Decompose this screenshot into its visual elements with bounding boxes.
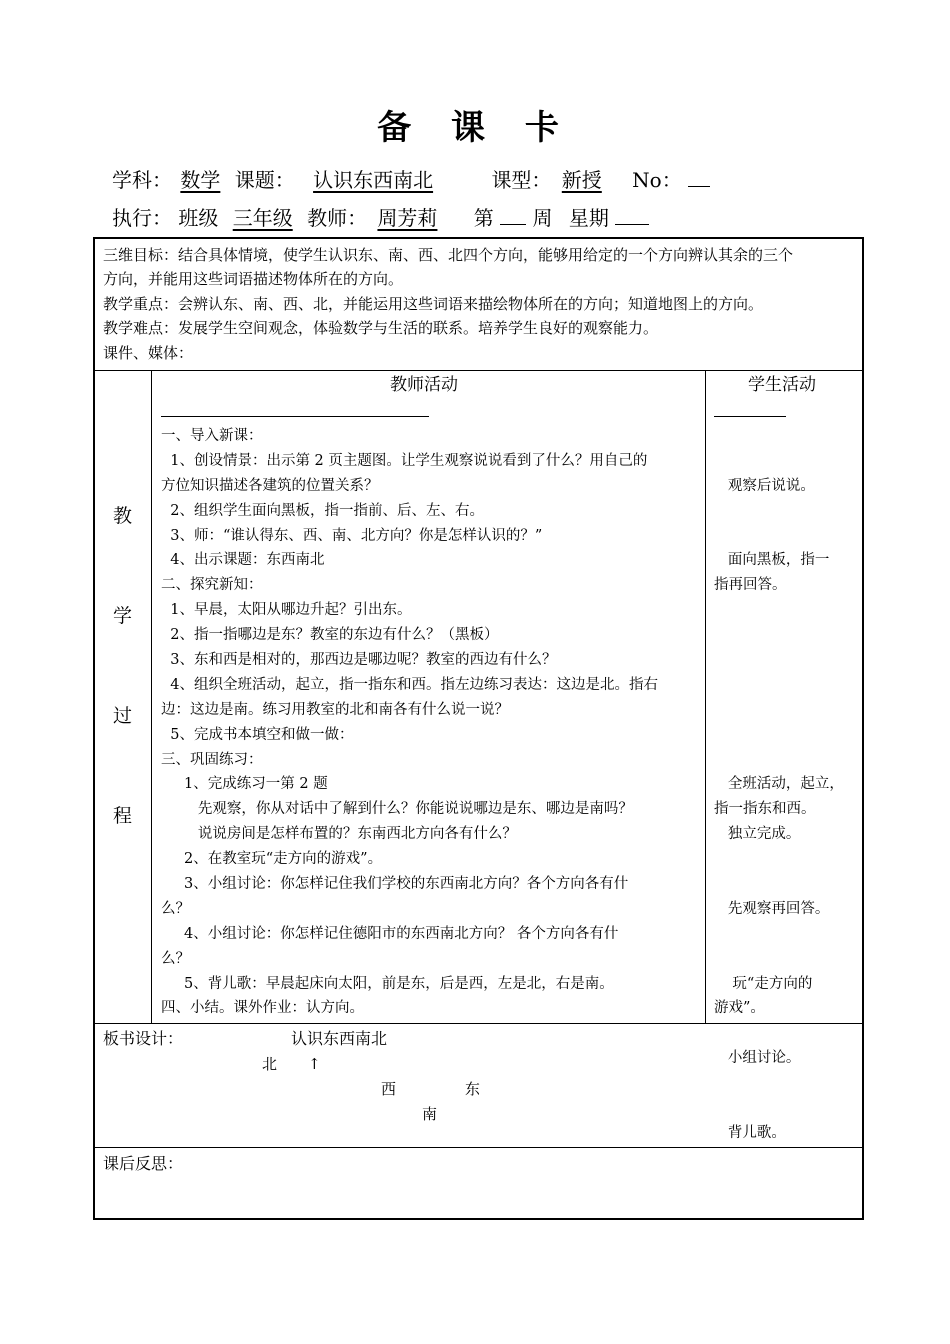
no-blank	[688, 168, 710, 187]
class-value: 三年级	[232, 206, 293, 230]
student-activity-line: 游戏”。	[714, 1000, 765, 1017]
teacher-activity-line: 3、东和西是相对的，那西边是哪边呢？教室的西边有什么？	[161, 652, 557, 669]
student-activity-line: 背儿歌。	[714, 1124, 786, 1141]
side-label-3: 过	[113, 705, 133, 727]
teacher-activity-line: 么？	[161, 900, 190, 917]
student-activity-line	[714, 1021, 860, 1046]
student-activity-line	[714, 1071, 860, 1096]
student-activity-line: 小组讨论。	[714, 1050, 801, 1067]
media-label: 课件、媒体：	[103, 344, 194, 362]
teacher-header-rule	[161, 416, 429, 417]
student-activity-line	[714, 847, 860, 872]
subject-label: 学科：	[112, 168, 172, 192]
student-activity-line: 观察后说说。	[714, 477, 815, 494]
class-label: 班级	[178, 206, 219, 230]
student-activity-line: 全班活动，起立，	[714, 776, 844, 793]
lesson-type-label: 课型：	[491, 168, 552, 192]
topic-label: 课题：	[234, 168, 295, 192]
topic-value: 认识东西南北	[313, 168, 434, 192]
board-north: 北	[262, 1055, 278, 1073]
student-activity-line	[714, 449, 860, 474]
objectives-line-2: 方向，并能用这些词语描述物体所在的方向。	[103, 270, 404, 288]
student-activity-line	[714, 623, 860, 648]
student-activity-line	[714, 524, 860, 549]
board-arrow: ↑	[308, 1055, 321, 1073]
teacher-activity-line: 4、组织全班活动，起立，指一指东和西。指左边练习表达：这边是北。指右	[161, 676, 658, 693]
student-activity-line	[714, 748, 860, 773]
teacher-value: 周芳莉	[377, 206, 438, 230]
teacher-activity	[161, 424, 701, 1021]
student-activity-line: 指再回答。	[714, 577, 787, 594]
teacher-activity-line: 2、指一指哪边是东？教室的东边有什么？（黑板）	[161, 627, 499, 644]
page-title: 备 课 卡	[377, 108, 573, 148]
student-activity-line	[714, 947, 860, 972]
teacher-activity-line: 二、探究新知：	[161, 577, 263, 594]
teacher-activity-line: 5、完成书本填空和做一做：	[161, 726, 354, 743]
key-points: 教学重点：会辨认东、南、西、北，并能运用这些词语来描绘物体所在的方向；知道地图上的方向。	[103, 295, 764, 313]
student-activity-line	[714, 499, 860, 524]
divider-reflection	[94, 1147, 863, 1148]
teacher-activity-line: 1、创设情景：出示第 2 页主题图。让学生观察说说看到了什么？用自己的	[161, 452, 648, 469]
teacher-header: 教师活动	[390, 375, 458, 395]
week-label-1: 第	[473, 206, 494, 230]
student-activity-line: 先观察再回答。	[714, 900, 830, 917]
week-blank	[500, 206, 526, 225]
teacher-activity-line: 1、完成练习一第 2 题	[161, 776, 328, 793]
student-header-rule	[714, 416, 786, 417]
header-line-2	[112, 202, 649, 231]
teacher-activity-line: 4、出示课题：东西南北	[161, 552, 325, 569]
teacher-activity-line: 3、师：“谁认得东、西、南、北方向？你是怎样认识的？”	[161, 527, 543, 544]
difficulties: 教学难点：发展学生空间观念，体验数学与生活的联系。培养学生良好的观察能力。	[103, 319, 659, 337]
student-activity-line	[714, 698, 860, 723]
student-activity-line: 面向黑板，指一	[714, 552, 830, 569]
teacher-activity-line: 三、巩固练习：	[161, 751, 263, 768]
teacher-activity-line: 5、背儿歌：早晨起床向太阳，前是东，后是西，左是北，右是南。	[161, 975, 614, 992]
teacher-activity-line: 么？	[161, 950, 190, 967]
side-label-2: 学	[113, 605, 133, 627]
student-header: 学生活动	[748, 375, 816, 395]
divider-student	[705, 370, 706, 1023]
header-line-1	[112, 164, 710, 193]
teacher-label: 教师：	[307, 206, 368, 230]
student-activity-line	[714, 872, 860, 897]
teacher-activity-line: 2、在教室玩“走方向的游戏”。	[161, 851, 383, 868]
lesson-type-value: 新授	[561, 168, 602, 192]
no-label: No：	[632, 168, 682, 192]
student-activity-line: 玩“走方向的	[714, 975, 813, 992]
board-south: 南	[422, 1105, 438, 1123]
weekday-label: 星期	[568, 206, 609, 230]
teacher-activity-line: 一、导入新课：	[161, 428, 263, 444]
teacher-activity-line: 2、组织学生面向黑板，指一指前、后、左、右。	[161, 502, 484, 519]
teacher-activity-line: 方位知识描述各建筑的位置关系？	[161, 477, 379, 494]
subject-value: 数学	[180, 168, 221, 192]
student-activity-line	[714, 424, 860, 449]
board-west: 西	[381, 1080, 397, 1098]
week-label-2: 周	[532, 206, 553, 230]
teacher-activity-line: 1、早晨，太阳从哪边升起？引出东。	[161, 602, 412, 619]
board-title: 认识东西南北	[291, 1029, 388, 1048]
board-label: 板书设计：	[103, 1029, 184, 1048]
exec-label: 执行：	[112, 206, 172, 230]
side-label-4: 程	[113, 805, 133, 827]
weekday-blank	[615, 206, 649, 225]
student-activity	[714, 424, 860, 1146]
student-activity-line: 指一指东和西。	[714, 801, 816, 818]
student-activity-line	[714, 648, 860, 673]
student-activity-line	[714, 723, 860, 748]
student-activity-line	[714, 922, 860, 947]
divider-side	[151, 370, 152, 1023]
teacher-activity-line: 4、小组讨论：你怎样记住德阳市的东西南北方向？ 各个方向各有什	[161, 925, 619, 942]
student-activity-line	[714, 1096, 860, 1121]
teacher-activity-line: 边：这边是南。练习用教室的北和南各有什么说一说？	[161, 701, 509, 718]
divider-objectives	[94, 370, 863, 371]
teacher-activity-line: 说说房间是怎样布置的？东南西北方向各有什么？	[161, 826, 517, 843]
reflection-label: 课后反思：	[103, 1154, 184, 1173]
student-activity-line	[714, 673, 860, 698]
student-activity-line: 独立完成。	[714, 826, 801, 843]
board-east: 东	[465, 1080, 481, 1098]
student-activity-line	[714, 598, 860, 623]
teacher-activity-line: 3、小组讨论：你怎样记住我们学校的东西南北方向？各个方向各有什	[161, 876, 629, 893]
teacher-activity-line: 先观察，你从对话中了解到什么？你能说说哪边是东、哪边是南吗？	[161, 801, 633, 818]
teacher-activity-line: 四、小结。课外作业：认方向。	[161, 1000, 364, 1017]
side-label-1: 教	[113, 505, 133, 527]
objectives-line-1: 三维目标：结合具体情境，使学生认识东、南、西、北四个方向，能够用给定的一个方向辨认其余的三个	[103, 246, 794, 264]
